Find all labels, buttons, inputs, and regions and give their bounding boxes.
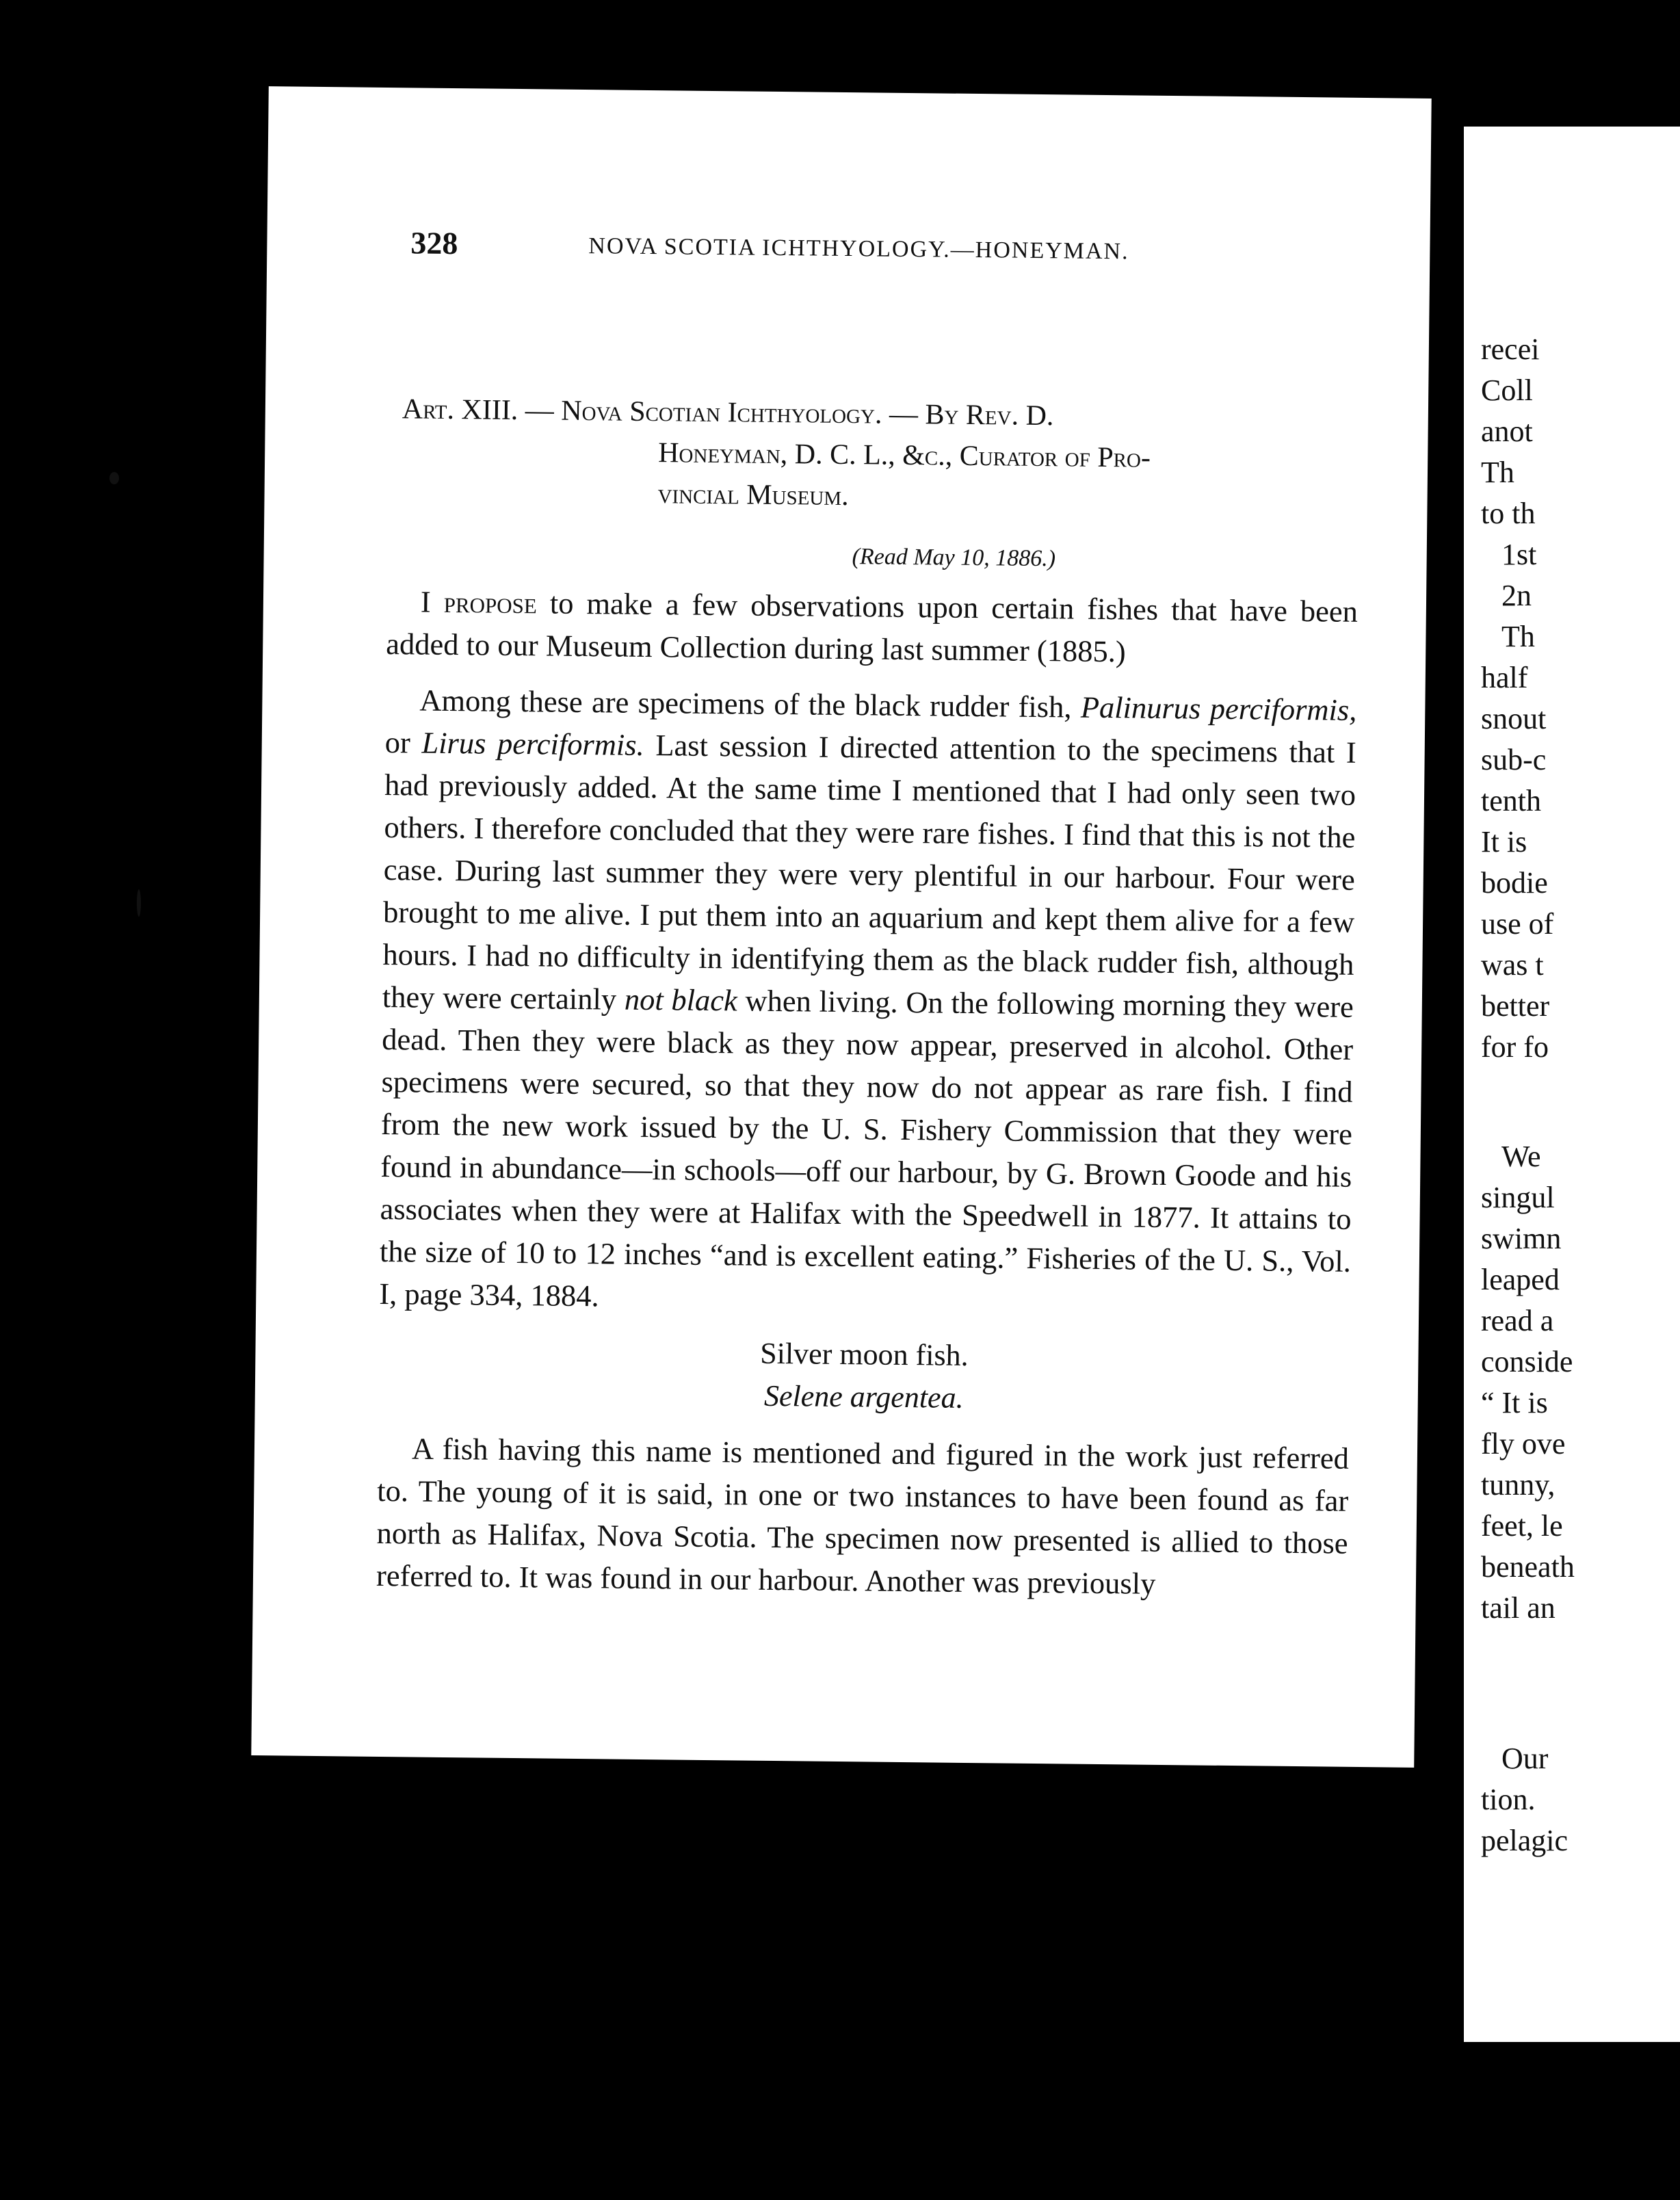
paragraph-text: Last session I directed attention to the specimens that I had previously added. At the same time I mentioned that I had only seen two others. I therefore concluded that they were rare fishes. I find that this is not the case. During last summer they were very plentiful in our harbour. Four were brought to me alive. I put them into an aquarium and kept them alive for a few hours. I had no difficulty in identifying them as the black rudder fish, although they were certainly [382,727,1356,1017]
right-page-text: half [1481,661,1528,694]
right-page-text: better [1481,989,1550,1023]
running-head: NOVA SCOTIA ICHTHYOLOGY.—HONEYMAN. [588,233,1129,265]
right-page-text: for fo [1481,1030,1549,1064]
right-page-text: leaped [1481,1263,1560,1296]
right-page-text: singul [1481,1181,1555,1214]
right-page-text: 1st [1501,538,1537,571]
right-page-text: Th [1501,620,1535,653]
emphasis-text: not black [624,982,738,1018]
paragraph-lead: I propose [420,584,538,620]
right-page-text: 2n [1501,579,1532,612]
article-title-line-1: Art. XIII. — Nova Scotian Ichthyology. — By Rev. D. [402,393,1054,432]
right-page-text: tenth [1481,784,1541,817]
scientific-name: Palinurus perciformis, [1080,690,1357,727]
right-page-fragment [1464,127,1680,2042]
right-page-text: “ It is [1481,1386,1548,1419]
scientific-name: Lirus perciformis. [421,725,645,762]
article-title [401,389,1360,522]
paragraph-text: Among these are specimens of the black rudder fish, [419,683,1081,724]
paragraph-rudder-fish [379,679,1357,1325]
read-date: (Read May 10, 1886.) [852,544,1056,572]
species-common-name: Silver moon fish. [760,1336,969,1372]
right-page-text: bodie [1481,866,1548,900]
right-page-text: feet, le [1481,1509,1563,1543]
right-page-text: recei [1481,332,1540,366]
right-page-text: to th [1481,497,1536,530]
right-page-text: sub-c [1481,743,1547,776]
right-page-text: was t [1481,948,1544,982]
right-page-text: tion. [1481,1783,1536,1816]
paragraph-text: when living. On the following morning they were dead. Then they were black as they now appear, preserved in alcohol. Other specimens were secured, so that they now do not appear as rare fish. I find from the new work issued by the U. S. Fishery Commission that they were found in abundance—in schools—off our harbour, by G. Brown Goode and his associates when they were at Halifax with the Speedwell in 1877. It attains to the size of 10 to 12 inches “and is excellent eating.” Fisheries of the U. S., Vol. I, page 334, 1884. [379,983,1354,1313]
right-page-text: tail an [1481,1591,1556,1625]
article-title-line-3: vincial Museum. [657,478,849,512]
right-page-text: conside [1481,1345,1573,1378]
right-page-text: Coll [1481,374,1533,407]
right-page-text: anot [1481,415,1533,448]
scan-speck [109,472,119,484]
article-title-line-2: Honeyman, D. C. L., &c., Curator of Pro- [657,437,1151,474]
paragraph-text: or [384,724,422,760]
right-page-text: It is [1481,825,1527,859]
right-page-text: We [1501,1140,1541,1173]
page-header [410,224,1396,276]
right-page-text: pelagic [1481,1824,1569,1857]
species-scientific-name: Selene argentea. [763,1378,964,1415]
right-page-text: Our [1501,1742,1549,1775]
article-body [376,580,1359,1621]
right-page-text: swimn [1481,1222,1562,1255]
paragraph-text: to make a few observations upon certain fishes that have been added to our Museum Collection during last summer (1885.) [386,586,1359,669]
right-page-text: beneath [1481,1550,1575,1584]
page-number: 328 [410,225,458,261]
paragraph-moon-fish: A fish having this name is mentioned and figured in the work just referred to. The young of it is said, in one or two instances to have been found as far north as Halifax, Nova Scotia. The specimen now presented is allied to those referred to. It was found in our harbour. Another was previously [376,1431,1350,1601]
left-page [251,86,1431,1768]
right-page-text: fly ove [1481,1427,1566,1461]
species-heading [378,1328,1350,1424]
right-page-text: snout [1481,702,1547,735]
right-page-text: tunny, [1481,1468,1556,1502]
right-page-text: read a [1481,1304,1554,1337]
right-page-text: Th [1481,456,1514,489]
right-page-text: use of [1481,907,1554,941]
scan-speck [137,889,141,917]
paragraph-intro [386,580,1358,675]
